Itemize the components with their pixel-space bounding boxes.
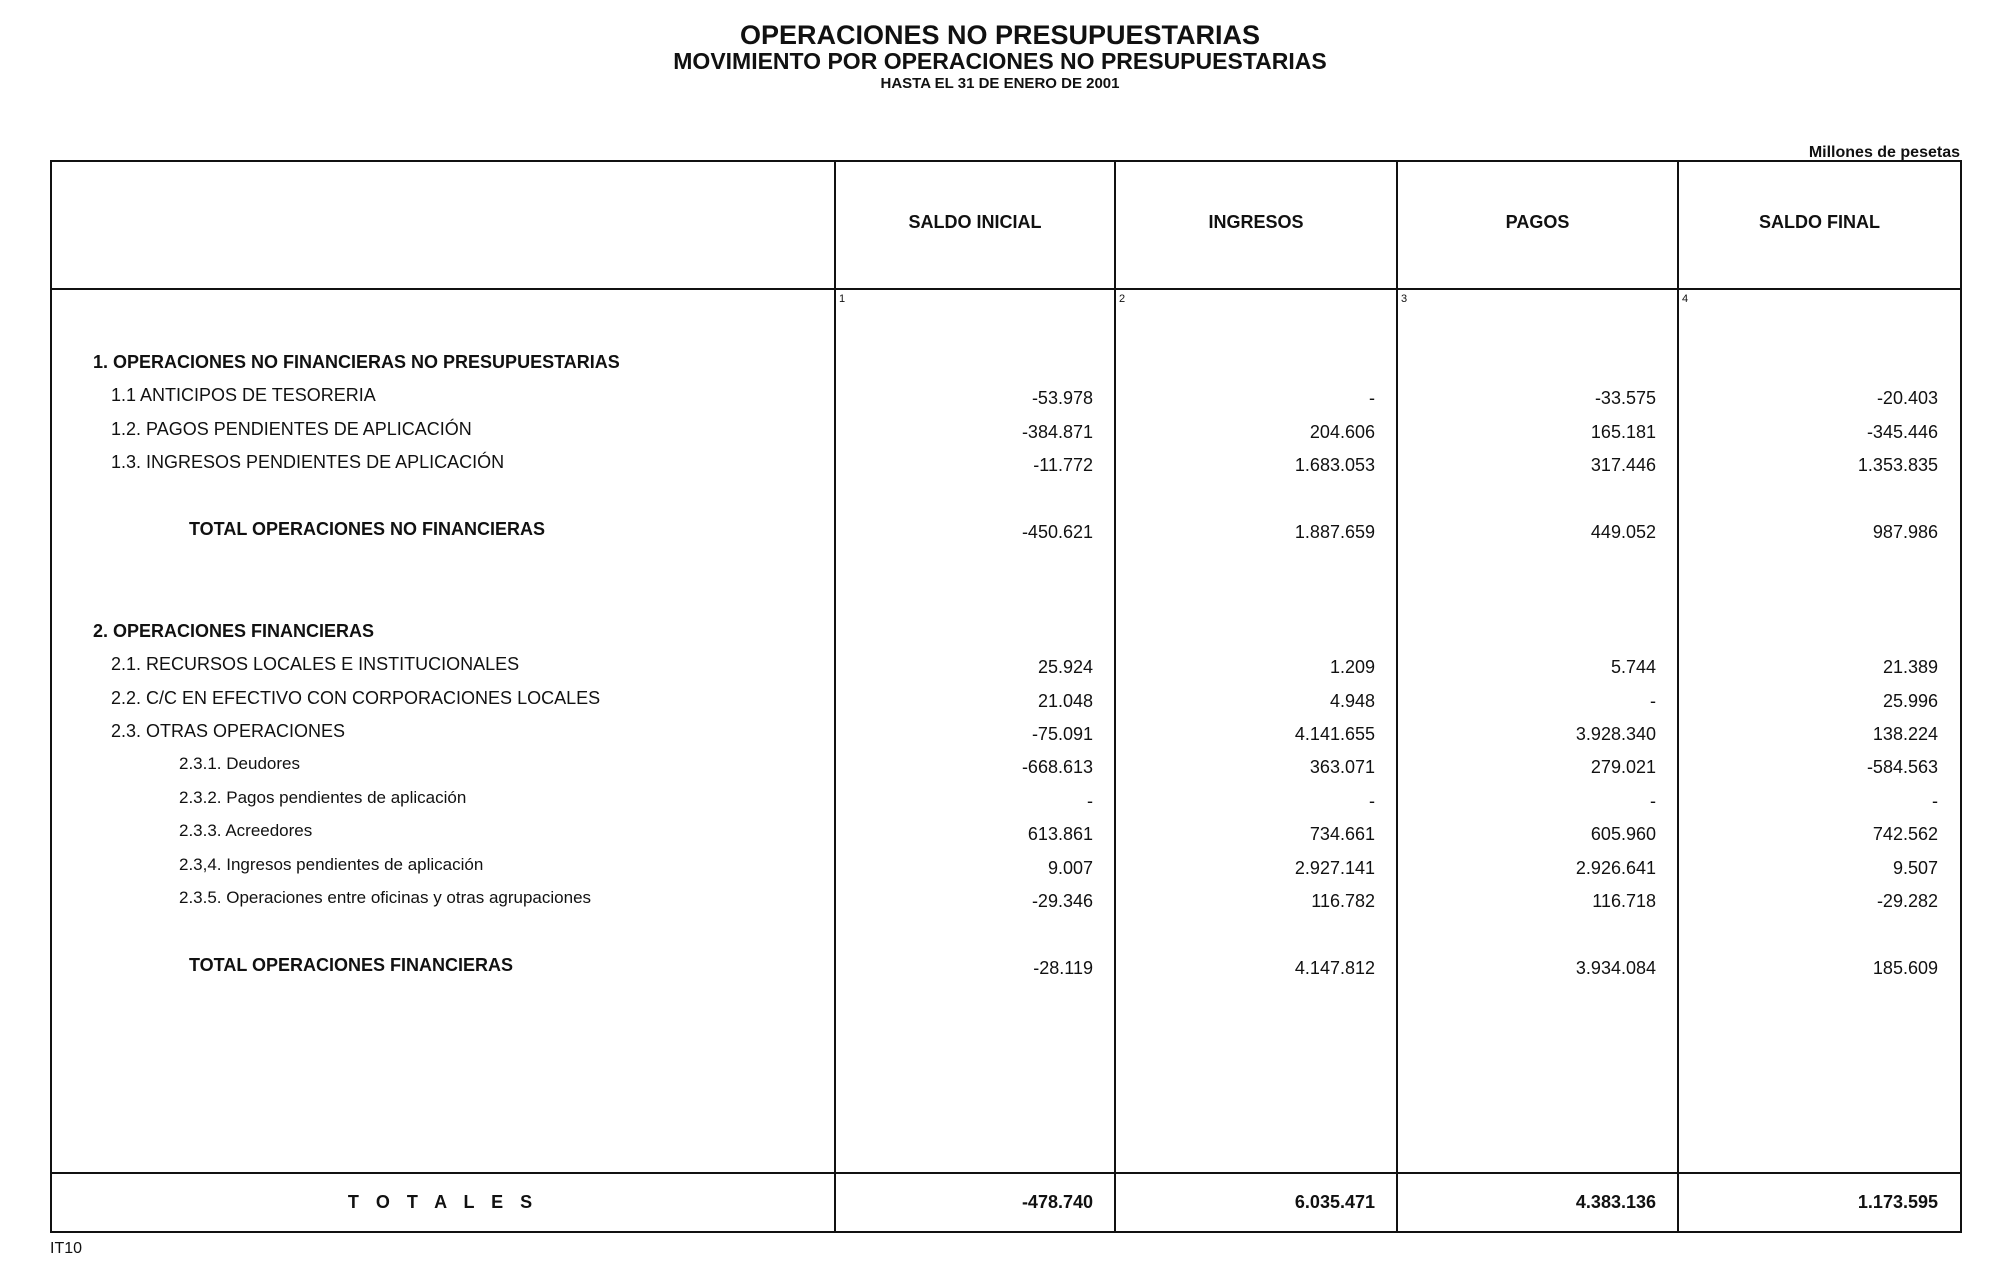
- total-pagos: 4.383.136: [1575, 1192, 1656, 1212]
- date-line: HASTA EL 31 DE ENERO DE 2001: [880, 75, 1120, 92]
- cell-ingresos: 1.209: [1329, 657, 1375, 677]
- page-title: OPERACIONES NO PRESUPUESTARIAS: [739, 20, 1261, 50]
- cell-pagos: 449.052: [1590, 522, 1656, 542]
- cell-pagos: 5.744: [1610, 657, 1656, 677]
- totals-divider: [50, 1172, 1962, 1174]
- cell-saldo-final: -29.282: [1876, 891, 1938, 911]
- cell-pagos: 605.960: [1590, 824, 1656, 844]
- cell-ingresos: -: [1369, 388, 1375, 408]
- header-divider: [50, 288, 1962, 290]
- table-row: [0, 821, 2000, 845]
- cell-saldo-inicial: 9.007: [1047, 858, 1093, 878]
- cell-saldo-inicial: 25.924: [1037, 657, 1093, 677]
- row-label: 2.1. RECURSOS LOCALES E INSTITUCIONALES: [111, 654, 520, 674]
- page-code: IT10: [50, 1240, 83, 1257]
- cell-saldo-inicial: -53.978: [1031, 388, 1093, 408]
- cell-saldo-inicial: -29.346: [1031, 891, 1093, 911]
- row-label: 2.3. OTRAS OPERACIONES: [111, 721, 346, 741]
- cell-saldo-final: 138.224: [1872, 724, 1938, 744]
- cell-pagos: 279.021: [1590, 757, 1656, 777]
- table-row: [0, 855, 2000, 879]
- cell-saldo-inicial: 613.861: [1027, 824, 1093, 844]
- table-row: [0, 452, 2000, 476]
- cell-pagos: 165.181: [1590, 422, 1656, 442]
- column-number: 1: [839, 293, 846, 305]
- row-label: TOTAL OPERACIONES FINANCIERAS: [189, 955, 514, 975]
- column-number: 3: [1401, 293, 1408, 305]
- cell-saldo-final: 742.562: [1872, 824, 1938, 844]
- table-row: [0, 754, 2000, 778]
- cell-pagos: 2.926.641: [1575, 858, 1656, 878]
- table-row: [0, 788, 2000, 812]
- row-label: 2.2. C/C EN EFECTIVO CON CORPORACIONES LOCALES: [111, 688, 601, 708]
- column-header-saldo-inicial: SALDO INICIAL: [908, 212, 1042, 232]
- cell-saldo-inicial: -450.621: [1021, 522, 1093, 542]
- cell-ingresos: 363.071: [1309, 757, 1375, 777]
- cell-ingresos: 1.683.053: [1294, 455, 1375, 475]
- cell-saldo-inicial: -668.613: [1021, 757, 1093, 777]
- table-row: [0, 888, 2000, 912]
- cell-saldo-final: 987.986: [1872, 522, 1938, 542]
- row-label: 2. OPERACIONES FINANCIERAS: [93, 621, 375, 641]
- column-header-ingresos: INGRESOS: [1208, 212, 1304, 232]
- table-row: [0, 419, 2000, 443]
- table-row: [0, 621, 2000, 645]
- row-label: TOTAL OPERACIONES NO FINANCIERAS: [189, 519, 546, 539]
- cell-saldo-final: 25.996: [1882, 691, 1938, 711]
- cell-saldo-final: -: [1932, 791, 1938, 811]
- cell-pagos: -: [1650, 791, 1656, 811]
- cell-ingresos: 734.661: [1309, 824, 1375, 844]
- cell-saldo-final: 1.353.835: [1857, 455, 1938, 475]
- cell-ingresos: 116.782: [1311, 891, 1375, 911]
- cell-saldo-final: -20.403: [1876, 388, 1938, 408]
- row-label: 2.3,4. Ingresos pendientes de aplicación: [179, 855, 484, 874]
- units-label: Millones de pesetas: [1808, 144, 1960, 161]
- table-row: [0, 352, 2000, 376]
- table-row-total: [0, 519, 2000, 543]
- cell-ingresos: 204.606: [1309, 422, 1375, 442]
- row-label: 2.3.1. Deudores: [179, 754, 300, 773]
- table-row-total: [0, 955, 2000, 979]
- cell-saldo-inicial: -28.119: [1033, 958, 1093, 978]
- cell-ingresos: 2.927.141: [1294, 858, 1375, 878]
- total-ingresos: 6.035.471: [1294, 1192, 1375, 1212]
- cell-ingresos: -: [1369, 791, 1375, 811]
- table-row: [0, 688, 2000, 712]
- table-row: [0, 721, 2000, 745]
- total-saldo-inicial: -478.740: [1021, 1192, 1093, 1212]
- cell-pagos: 116.718: [1592, 891, 1656, 911]
- cell-pagos: 3.928.340: [1575, 724, 1656, 744]
- cell-saldo-inicial: -: [1087, 791, 1093, 811]
- column-number: 4: [1682, 293, 1689, 305]
- table-row: [0, 654, 2000, 678]
- totals-label: T O T A L E S: [347, 1192, 539, 1212]
- cell-saldo-final: -345.446: [1866, 422, 1938, 442]
- cell-saldo-inicial: -75.091: [1031, 724, 1093, 744]
- cell-saldo-inicial: 21.048: [1037, 691, 1093, 711]
- cell-pagos: -: [1650, 691, 1656, 711]
- total-saldo-final: 1.173.595: [1857, 1192, 1938, 1212]
- row-label: 2.3.5. Operaciones entre oficinas y otras agrupaciones: [179, 888, 592, 907]
- cell-pagos: 3.934.084: [1575, 958, 1656, 978]
- cell-ingresos: 4.948: [1329, 691, 1375, 711]
- row-label: 1. OPERACIONES NO FINANCIERAS NO PRESUPUESTARIAS: [93, 352, 620, 372]
- page-subtitle: MOVIMIENTO POR OPERACIONES NO PRESUPUESTARIAS: [673, 48, 1327, 74]
- cell-ingresos: 4.147.812: [1294, 958, 1375, 978]
- row-label: 1.3. INGRESOS PENDIENTES DE APLICACIÓN: [111, 452, 505, 472]
- column-header-pagos: PAGOS: [1505, 212, 1570, 232]
- row-label: 2.3.3. Acreedores: [179, 821, 313, 840]
- cell-saldo-inicial: -384.871: [1021, 422, 1093, 442]
- cell-ingresos: 4.141.655: [1294, 724, 1375, 744]
- cell-saldo-final: 185.609: [1872, 958, 1938, 978]
- cell-pagos: -33.575: [1594, 388, 1656, 408]
- column-header-saldo-final: SALDO FINAL: [1759, 212, 1880, 232]
- column-number: 2: [1119, 293, 1126, 305]
- cell-saldo-inicial: -11.772: [1033, 455, 1093, 475]
- row-label: 1.1 ANTICIPOS DE TESORERIA: [111, 385, 376, 405]
- cell-saldo-final: 21.389: [1882, 657, 1938, 677]
- table-row: [0, 385, 2000, 409]
- cell-ingresos: 1.887.659: [1294, 522, 1375, 542]
- cell-pagos: 317.446: [1590, 455, 1656, 475]
- cell-saldo-final: 9.507: [1892, 858, 1938, 878]
- cell-saldo-final: -584.563: [1866, 757, 1938, 777]
- row-label: 2.3.2. Pagos pendientes de aplicación: [179, 788, 467, 807]
- row-label: 1.2. PAGOS PENDIENTES DE APLICACIÓN: [111, 419, 472, 439]
